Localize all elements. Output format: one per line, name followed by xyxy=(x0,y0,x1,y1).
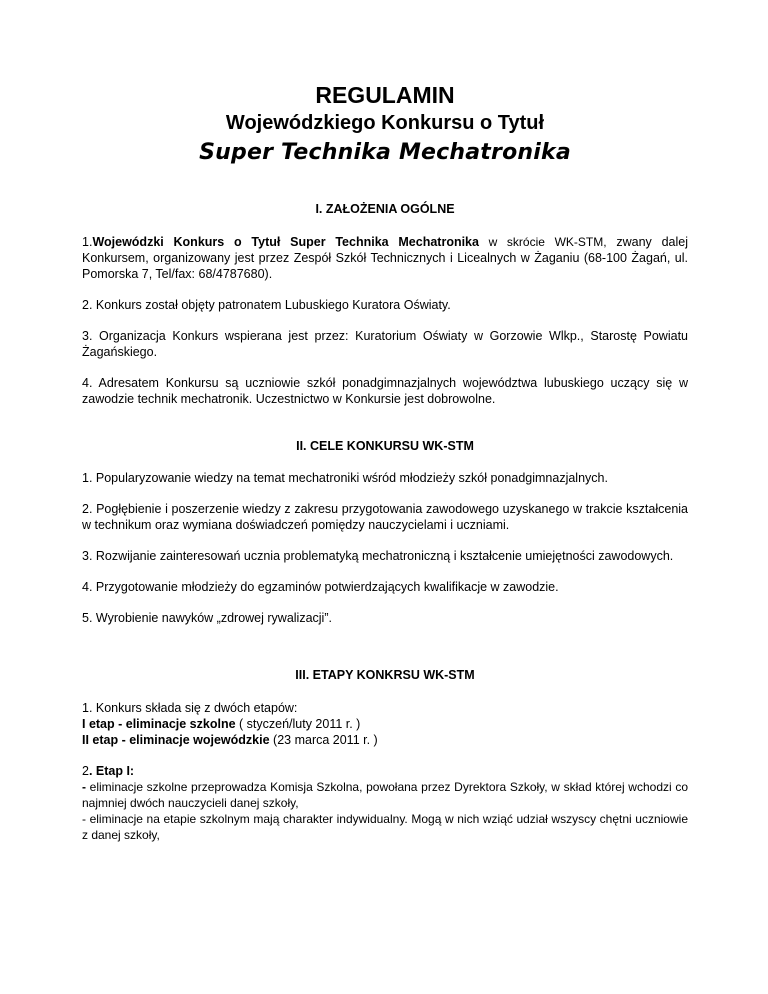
paragraph-1-1 xyxy=(82,234,688,282)
bullet-dash: - xyxy=(82,780,86,794)
abbreviation-text: w skrócie WK-STM, xyxy=(478,235,607,249)
stages-intro: 1. Konkurs składa się z dwóch etapów: xyxy=(82,701,298,715)
stage-1 xyxy=(82,716,688,732)
paragraph-1-3: 3. Organizacja Konkurs wspierana jest przez: Kuratorium Oświaty w Gorzowie Wlkp., Starostę Powiatu Żagańskiego. xyxy=(82,329,688,359)
paragraph-1-4: 4. Adresatem Konkursu są uczniowie szkół ponadgimnazjalnych województwa lubuskiego uczący się w zawodzie technik mechatronik. Uczestnictwo w Konkursie jest dobrowolne. xyxy=(82,376,688,406)
bullet-1 xyxy=(82,779,688,811)
paragraph-3-1 xyxy=(82,700,688,748)
document-subtitle: Wojewódzkiego Konkursu o Tytuł xyxy=(225,112,545,134)
bullet-text: eliminacje szkolne przeprowadza Komisja Szkolna, powołana przez Dyrektora Szkoły, w skład której wchodzi co najmniej dwóch nauczycieli danej szkoły, xyxy=(82,780,688,810)
stage-1-date: ( styczeń/luty 2011 r. ) xyxy=(235,717,361,731)
document-title: REGULAMIN xyxy=(315,82,455,108)
paragraph-3-2 xyxy=(82,763,688,843)
stage-1-heading xyxy=(82,763,688,779)
paragraph-2-1: 1. Popularyzowanie wiedzy na temat mechatroniki wśród młodzieży szkół ponadgimnazjalnych. xyxy=(82,471,608,485)
bullet-2: - eliminacje na etapie szkolnym mają charakter indywidualny. Mogą w nich wziąć udział wszyscy chętni uczniowie z danej szkoły, xyxy=(82,812,688,842)
competition-name: Wojewódzki Konkurs o Tytuł Super Technika Mechatronika xyxy=(92,235,479,249)
paragraph-2-2: 2. Pogłębienie i poszerzenie wiedzy z zakresu przygotowania zawodowego uzyskanego w trakcie kształcenia w technikum oraz wymiana doświadczeń pomiędzy nauczycielami i uczniami. xyxy=(82,502,688,532)
paragraph-2-5: 5. Wyrobienie nawyków „zdrowej rywalizacji”. xyxy=(82,611,332,625)
section-heading-1: I. ZAŁOŻENIA OGÓLNE xyxy=(315,202,455,216)
paragraph-2-3: 3. Rozwijanie zainteresowań ucznia problematyką mechatroniczną i kształcenie umiejętności zawodowych. xyxy=(82,549,674,563)
paragraph-2-4: 4. Przygotowanie młodzieży do egzaminów potwierdzających kwalifikacje w zawodzie. xyxy=(82,580,559,594)
stage-2 xyxy=(82,732,688,748)
section-heading-3: III. ETAPY KONKRSU WK-STM xyxy=(295,668,475,682)
paragraph-number: 2 xyxy=(82,764,89,778)
section-heading-2: II. CELE KONKURSU WK-STM xyxy=(296,439,474,453)
document-page xyxy=(82,82,688,843)
stage-2-date: (23 marca 2011 r. ) xyxy=(269,733,378,747)
document-subtitle-italic: Super Technika Mechatronika xyxy=(199,140,571,165)
paragraph-1-2: 2. Konkurs został objęty patronatem Lubuskiego Kuratora Oświaty. xyxy=(82,298,451,312)
paragraph-text: zwany dalej Konkursem, organizowany jest przez Zespół Szkół Technicznych i Licealnych w Żaganiu (68-100 Żagań, ul. Pomorska 7, Tel/fax: 68/4787680). xyxy=(82,235,688,281)
stage-2-label: II etap - eliminacje wojewódzkie xyxy=(82,733,270,747)
stage-1-label: I etap - eliminacje szkolne xyxy=(82,717,236,731)
paragraph-number: 1. xyxy=(82,235,93,249)
stage-1-title: . Etap I: xyxy=(88,764,135,778)
